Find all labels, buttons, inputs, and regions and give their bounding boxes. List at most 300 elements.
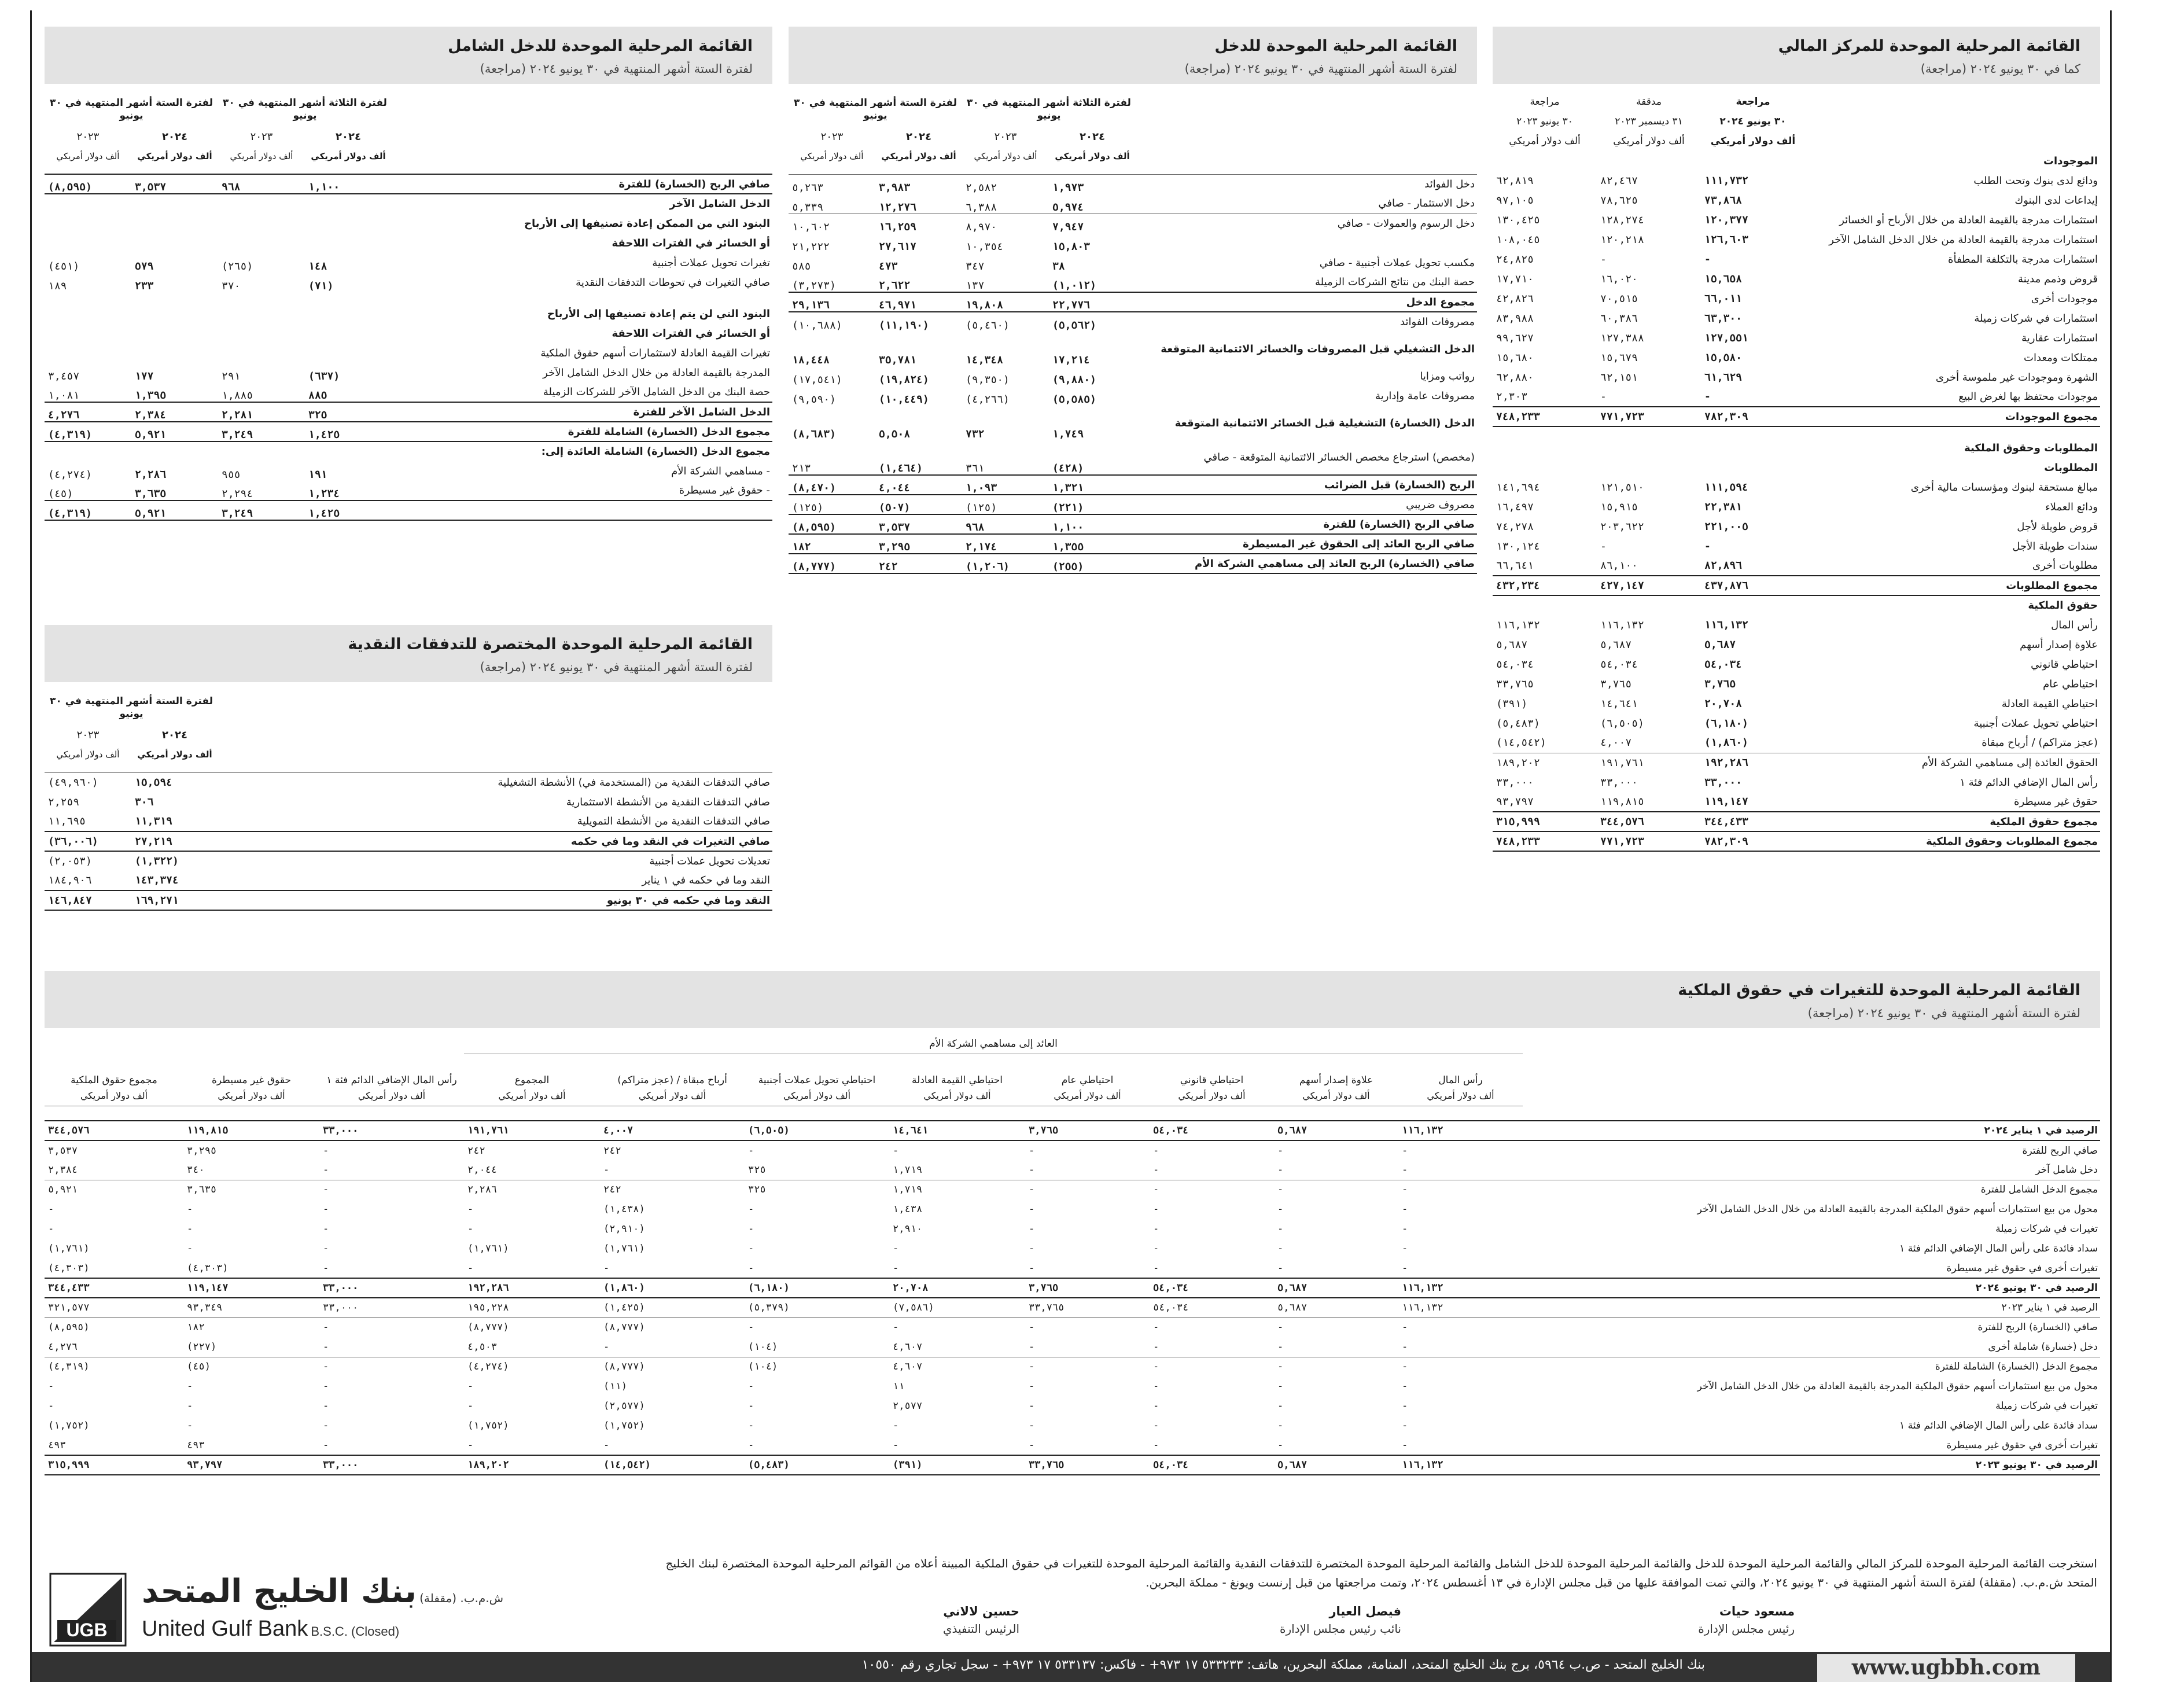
row-value: - [1277, 1223, 1284, 1235]
row-value: - [1277, 1144, 1284, 1157]
row-value: - [186, 1203, 193, 1215]
cash-flow-row [45, 812, 772, 831]
row-value: ٥٤,٠٣٤ [1150, 1121, 1274, 1140]
row-value [1701, 426, 1805, 438]
row-value: ٤٩٣ [186, 1439, 205, 1451]
row-value: - [748, 1420, 754, 1431]
row-value: ١٨٩ [48, 280, 67, 292]
footer-website-link[interactable]: www.ugbbh.com [1817, 1654, 2075, 1682]
row-value [1493, 438, 1597, 458]
row-value [131, 292, 218, 304]
row-value: ٢٠,٧٠٨ [1704, 697, 1743, 710]
row-value: - [1025, 1357, 1150, 1376]
equity-unit-row [45, 1086, 2100, 1106]
row-value: ١٠٨,٠٤٥ [1496, 233, 1540, 246]
cash-flow-group-6m: لفترة الستة أشهر المنتهية في ٣٠ يونيو [50, 695, 213, 720]
header-divider [45, 166, 772, 174]
row-label: الرصيد في ٣٠ يونيو ٢٠٢٤ [1523, 1278, 2100, 1298]
row-label [392, 500, 772, 520]
equity-unit: ألف دولار أمريكي [1274, 1086, 1398, 1106]
row-value: ٩٣,٧٩٧ [1496, 796, 1534, 808]
row-value: ١,٢٣٤ [308, 488, 340, 500]
row-label: الدخل التشغيلي قبل المصروفات والخسائر الائتمانية المتوقعة [1161, 343, 1475, 355]
row-value: - [1029, 1420, 1035, 1431]
row-value: (١٠,٤٤٩) [879, 393, 929, 406]
row-value: - [1153, 1400, 1159, 1412]
row-value: (١,٨٦٠) [600, 1278, 745, 1298]
row-value: - [1398, 1357, 1523, 1376]
row-value: ٢,٢٨٦ [464, 1180, 600, 1199]
row-label: احتياطي القيمة العادلة [2001, 697, 2098, 710]
row-label: (مخصص) استرجاع مخصص الخسائر الائتمانية المتوقعة - صافي [1203, 451, 1475, 463]
row-value: ٢٤٢ [875, 554, 962, 573]
equity-col-header: حقوق غير مسيطرة [212, 1074, 291, 1086]
row-value: ٢,٢٥٩ [48, 796, 80, 808]
row-value: - [1029, 1400, 1035, 1412]
row-value: (٣,٢٧٣) [792, 279, 836, 292]
row-value: (٦,٥٠٥) [1600, 717, 1644, 730]
row-value: ٨٣,٩٨٨ [1496, 312, 1534, 325]
balance-sheet-row [1493, 615, 2100, 635]
balance-sheet-row [1493, 426, 2100, 438]
row-label [1136, 233, 1477, 253]
row-label: المطلوبات وحقوق الملكية [1964, 441, 2098, 454]
row-value: ٢٠٣,٦٢٢ [1600, 520, 1644, 533]
row-value: - [186, 1381, 193, 1392]
income-years: ٢٠٢٣ [994, 130, 1017, 143]
row-value: ١١٩,١٤٧ [183, 1278, 319, 1298]
row-label: أو الخسائر في الفترات اللاحقة [612, 327, 770, 340]
equity-changes-table [45, 1034, 2100, 1475]
balance-sheet-header-row [1493, 92, 2100, 112]
row-label: أو الخسائر في الفترات اللاحقة [612, 237, 770, 249]
equity-col-header: احتياطي القيمة العادلة [912, 1074, 1003, 1086]
row-value: ١١,٣١٩ [135, 815, 173, 827]
row-value: ١٨٢ [183, 1317, 319, 1337]
equity-col-header: احتياطي عام [1061, 1074, 1114, 1086]
row-label: قروض وذمم مدينة [2018, 273, 2098, 285]
row-label: سداد فائدة على رأس المال الإضافي الدائم فئة ١ [1899, 1243, 2098, 1254]
row-value: ١١٦,١٣٢ [1704, 619, 1748, 631]
row-value: ٩٣,٣٤٩ [186, 1302, 223, 1314]
row-value: ١٣٠,١٢٤ [1496, 540, 1540, 553]
row-value: - [745, 1317, 889, 1337]
row-label: الرصيد في ١ يناير ٢٠٢٤ [1523, 1121, 2100, 1140]
equity-row [45, 1121, 2100, 1140]
row-value [218, 233, 305, 253]
equity-row [45, 1357, 2100, 1376]
row-value: ٧٨,٦٢٥ [1600, 194, 1638, 207]
row-value: (١٠,٦٨٨) [792, 319, 842, 332]
row-value [305, 292, 392, 304]
comprehensive-row [45, 363, 772, 382]
footer-bar [32, 1652, 2110, 1682]
row-label: صافي التدفقات النقدية من (المستخدمة في) الأنشطة التشغيلية [498, 776, 770, 789]
equity-row [45, 1140, 2100, 1160]
equity-changes-panel [45, 971, 2100, 1475]
row-value: ٩٦٨ [218, 174, 305, 194]
income-row [789, 534, 1477, 554]
balance-sheet-row [1493, 713, 2100, 733]
logo-english-suffix: B.S.C. (Closed) [311, 1624, 400, 1639]
equity-changes-header [45, 971, 2100, 1028]
row-value: (٤,٣١٩) [45, 500, 131, 520]
row-value: (٦,١٨٠) [745, 1278, 889, 1298]
row-value: (١,٧٥٢) [47, 1420, 90, 1431]
row-label: مجموع المطلوبات وحقوق الملكية [1805, 831, 2100, 851]
row-value: ٢٢,٣٨١ [1704, 500, 1743, 513]
row-value: ٢,٢٨١ [218, 402, 305, 422]
row-label: محول من بيع استثمارات أسهم حقوق الملكية المدرجة بالقيمة العادلة من خلال الدخل الشامل الآخر [1697, 1203, 2098, 1215]
row-value [1701, 438, 1805, 458]
balance-sheet-row [1493, 438, 2100, 458]
row-value [218, 441, 305, 461]
equity-parent-group: العائد إلى مساهمي الشركة الأم [464, 1034, 1523, 1054]
income-years: ٢٠٢٣ [820, 130, 844, 143]
row-value: ٨٦,١٠٠ [1600, 560, 1638, 572]
row-value: ١٢٠,٣٧٧ [1704, 214, 1748, 226]
row-value [45, 214, 131, 233]
bs-col-date: ٣٠ يونيو ٢٠٢٤ [1719, 116, 1787, 127]
row-value: (٥,٤٨٣) [745, 1455, 889, 1475]
row-value [1701, 458, 1805, 477]
row-value: ١٣٠,٤٢٥ [1496, 214, 1540, 226]
row-value: - [47, 1223, 54, 1235]
row-value: - [1025, 1317, 1150, 1337]
row-label: الدخل (الخسارة) التشغيلية قبل الخسائر الائتمانية المتوقعة [1174, 417, 1475, 429]
signature-role: رئيس مجلس الإدارة [1698, 1622, 1795, 1636]
row-label: مجموع المطلوبات [1805, 576, 2100, 595]
row-value: - [1153, 1243, 1159, 1254]
balance-sheet-row [1493, 328, 2100, 348]
row-value [131, 343, 218, 363]
row-value [305, 343, 392, 363]
row-label: الشهرة وموجودات غير ملموسة أخرى [1935, 371, 2098, 384]
comprehensive-years-row [45, 127, 772, 146]
row-value: ٧٤٨,٢٣٣ [1493, 831, 1597, 851]
row-label: صافي التدفقات النقدية من الأنشطة التمويلية [577, 815, 770, 827]
row-label: استثمارات في شركات زميلة [1974, 312, 2098, 325]
row-label: حقوق غير مسيطرة [2014, 796, 2098, 808]
row-value: (١٩,٨٢٤) [879, 374, 929, 386]
row-value: ١١٦,١٣٢ [1402, 1302, 1443, 1314]
row-label: استثمارات مدرجة بالتكلفة المطفأة [1948, 253, 2098, 266]
comprehensive-row [45, 343, 772, 363]
row-value: (١,٧٦١) [467, 1243, 509, 1254]
row-value: ٣,٧٦٥ [1704, 678, 1736, 690]
row-value: - [322, 1223, 329, 1235]
row-value: ١٥,٨٠٣ [1052, 241, 1091, 253]
row-value: - [1025, 1180, 1150, 1199]
row-label: البنود التي من الممكن إعادة تصنيفها إلى الأرباح [524, 217, 770, 230]
equity-unit: ألف دولار أمريكي [1398, 1086, 1523, 1106]
row-value: - [1277, 1439, 1284, 1451]
logo-arabic-name: بنك الخليج المتحد [142, 1573, 417, 1610]
row-value: ٥٤,٠٣٤ [1496, 658, 1534, 671]
balance-sheet-row [1493, 733, 2100, 753]
row-value: ٢,٢٨٦ [135, 469, 167, 481]
equity-col-header: احتياطي تحويل عملات أجنبية [758, 1074, 876, 1086]
income-statement-title: القائمة المرحلية الموحدة للدخل [1214, 37, 1457, 55]
signature-ceo [788, 1604, 1019, 1636]
row-value: ١٥,٥٩٤ [135, 776, 173, 789]
equity-row [45, 1239, 2100, 1258]
income-units: ألف دولار أمريكي [881, 151, 956, 161]
row-value: ١٩٢,٢٨٦ [464, 1278, 600, 1298]
row-value: - [748, 1243, 754, 1254]
row-label: ممتلكات ومعدات [2024, 351, 2098, 364]
row-value: (٢٦٥) [222, 260, 253, 273]
row-label: ودائع لدى بنوك وتحت الطلب [1973, 174, 2098, 187]
row-value: - [1704, 391, 1711, 403]
row-value: - [1153, 1262, 1159, 1274]
row-value: - [1153, 1341, 1159, 1353]
row-value: ٣٣,٧٦٥ [1029, 1302, 1065, 1314]
row-label: الرصيد في ٣٠ يونيو ٢٠٢٣ [1523, 1455, 2100, 1475]
row-value: (٥,٥٨٥) [1052, 393, 1096, 406]
income-group-row [789, 92, 1477, 127]
row-value: ٣٣,٧٦٥ [1496, 678, 1534, 690]
row-label: رأس المال [2051, 619, 2098, 631]
row-value: ١١٦,١٣٢ [1398, 1455, 1523, 1475]
comprehensive-row [45, 253, 772, 273]
row-value: ١٦,٤٩٧ [1496, 500, 1534, 513]
income-units: ألف دولار أمريكي [1055, 151, 1130, 161]
row-value: ٤,٢٧٦ [45, 402, 131, 422]
row-value: ٣,٧٦٥ [1600, 678, 1632, 690]
row-label: تغيرات أخرى في حقوق غير مسيطرة [1946, 1439, 2098, 1451]
row-value: ١٥,٦٥٨ [1704, 273, 1743, 285]
equity-row [45, 1278, 2100, 1298]
row-value: ١٤٣,٣٧٤ [135, 874, 179, 886]
equity-row [45, 1160, 2100, 1180]
income-row [789, 386, 1477, 406]
row-label: المدرجة بالقيمة العادلة من خلال الدخل الشامل الآخر [543, 366, 770, 379]
row-value: ٤,٠٠٧ [1600, 737, 1632, 749]
row-value: ١,٨٨٥ [222, 389, 253, 402]
row-value: ٥,٦٨٧ [1704, 638, 1736, 651]
income-statement-header [789, 27, 1477, 84]
comprehensive-row [45, 292, 772, 304]
row-value [45, 441, 131, 461]
balance-sheet-row [1493, 595, 2100, 615]
income-row [789, 233, 1477, 253]
bs-col-unit: ألف دولار أمريكي [1509, 135, 1581, 147]
row-value: - [1153, 1164, 1159, 1176]
row-label: احتياطي قانوني [2031, 658, 2098, 671]
cash-flow-row [45, 772, 772, 792]
row-value: ٥٧٩ [135, 260, 154, 273]
row-value: ٧٣,٨٦٨ [1704, 194, 1743, 207]
row-label: مكسب تحويل عملات أجنبية - صافي [1319, 256, 1475, 269]
signature-name: مسعود حيات [1719, 1604, 1795, 1618]
row-label: الرصيد في ١ يناير ٢٠٢٣ [2001, 1302, 2098, 1314]
equity-unit: ألف دولار أمريكي [464, 1086, 600, 1106]
row-value: - [1704, 253, 1711, 266]
row-value: - [186, 1420, 193, 1431]
row-value: (١,٤٢٥) [603, 1302, 645, 1314]
row-value: ٢,٣٨٤ [131, 402, 218, 422]
row-value: (٤٩,٩٦٠) [48, 776, 98, 789]
row-label: الحقوق العائدة إلى مساهمي الشركة الأم [1805, 753, 2100, 772]
row-value: (٤٥) [48, 488, 73, 500]
row-value: ٣,٢٤٩ [218, 422, 305, 441]
row-value: - [1153, 1439, 1159, 1451]
row-value: ٦٢,٨١٩ [1496, 174, 1534, 187]
row-value: (١٧,٥٤١) [792, 374, 842, 386]
row-value: ١٤٦,٨٤٧ [45, 890, 131, 910]
row-value: ٢,١٧٤ [966, 541, 997, 553]
signature-chairman [1563, 1604, 1795, 1636]
comprehensive-row [45, 174, 772, 194]
balance-sheet-row [1493, 190, 2100, 210]
row-value: - [322, 1381, 329, 1392]
balance-sheet-row [1493, 694, 2100, 713]
row-value: (٧,٥٨٦) [893, 1302, 934, 1314]
row-label: صافي الربح العائد إلى الحقوق غير المسيطرة [1243, 538, 1475, 550]
row-label: تغيرات تحويل عملات أجنبية [652, 256, 770, 269]
row-value: ٥,٦٨٧ [1496, 638, 1528, 651]
income-row [789, 332, 1477, 366]
equity-row [45, 1180, 2100, 1199]
row-value: ٣,٦٣٥ [135, 488, 167, 500]
row-label: صافي (الخسارة) الربح العائد إلى مساهمي الشركة الأم [1136, 554, 1477, 573]
row-value: (١٢٥) [966, 502, 997, 514]
comprehensive-group-3m: لفترة الثلاثة أشهر المنتهية في ٣٠ يونيو [223, 97, 387, 122]
balance-sheet-header [1493, 27, 2100, 84]
balance-sheet-table [1493, 92, 2100, 852]
row-value: ١٩١,٧٦١ [1597, 753, 1701, 772]
row-value: - [748, 1400, 754, 1412]
row-value: (٤,٢٧٤) [464, 1357, 600, 1376]
row-value [1597, 151, 1701, 171]
row-label: (عجز متراكم) / أرباح مبقاة [1982, 737, 2098, 749]
comprehensive-units-row [45, 146, 772, 166]
balance-sheet-row [1493, 210, 2100, 230]
row-value: (٢٢٧) [186, 1341, 217, 1353]
row-value: (١,٠١٢) [1052, 279, 1096, 292]
row-value: (١٤,٥٤٢) [1496, 737, 1546, 749]
row-value: - [1274, 1180, 1398, 1199]
row-value [305, 214, 392, 233]
row-value: - [322, 1400, 329, 1412]
row-value [1701, 595, 1805, 615]
row-value: ١,٤٣٨ [893, 1203, 923, 1215]
row-value: - [322, 1262, 329, 1274]
row-value: ١١ [893, 1381, 905, 1392]
header-spacer [392, 92, 772, 127]
row-value: (١,٧٦١) [603, 1243, 645, 1254]
row-value: ٣٣,٠٠٠ [319, 1121, 464, 1140]
comprehensive-group-row [45, 92, 772, 127]
cash-flow-years-row [45, 725, 772, 745]
row-value: - [1398, 1180, 1523, 1199]
row-value [131, 323, 218, 343]
row-value: - [467, 1203, 474, 1215]
row-label [392, 292, 772, 304]
row-label: حصة البنك من الدخل الشامل الآخر للشركات الزميلة [543, 386, 770, 398]
row-value: - [1153, 1144, 1159, 1157]
row-value: ٣٣,٠٠٠ [1600, 776, 1638, 789]
row-label: الدخل الشامل الآخر [669, 198, 770, 210]
row-value: ٥٤,٠٣٤ [1150, 1455, 1274, 1475]
bs-col-date: ٣٠ يونيو ٢٠٢٣ [1516, 116, 1573, 127]
row-value: - [748, 1381, 754, 1392]
row-label: مصروفات الفوائد [1400, 316, 1475, 328]
row-label: دخل شامل آخر [2035, 1164, 2098, 1176]
header-spacer [1136, 146, 1477, 166]
balance-sheet-row [1493, 308, 2100, 328]
row-value: - [1402, 1164, 1408, 1176]
row-label: مجموع حقوق الملكية [1805, 812, 2100, 831]
row-value: ٧٣٢ [966, 428, 985, 440]
row-value: - [1153, 1223, 1159, 1235]
row-value: - [1402, 1341, 1408, 1353]
row-value [305, 323, 392, 343]
row-label: مجموع الدخل (الخسارة) الشاملة للفترة [1523, 1357, 2100, 1376]
row-value [1493, 151, 1597, 171]
row-value: - [889, 1317, 1025, 1337]
row-value: - [1029, 1262, 1035, 1274]
row-value: ٧٠,٥١٥ [1600, 292, 1638, 305]
row-value: - [1402, 1144, 1408, 1157]
row-value: ١,٤٢٥ [305, 422, 392, 441]
row-value: - [1600, 391, 1607, 403]
comprehensive-income-panel [45, 27, 772, 521]
row-value: (٢,٥٧٧) [603, 1400, 645, 1412]
row-value: - [322, 1420, 329, 1431]
equity-unit: ألف دولار أمريكي [183, 1086, 319, 1106]
row-value: ٤,٢٧٦ [47, 1341, 78, 1353]
cash-flow-table [45, 690, 772, 911]
row-value: ٥,٦٨٧ [1277, 1302, 1308, 1314]
row-value: ١٦٩,٢٧١ [131, 890, 218, 910]
row-value: ١,١٠٠ [305, 174, 392, 194]
income-row [789, 194, 1477, 214]
row-value: ١١,٦٩٥ [48, 815, 86, 827]
row-value: - [1029, 1164, 1035, 1176]
header-divider [45, 764, 772, 772]
row-value: ٦٠,٣٨٦ [1600, 312, 1638, 325]
row-value: - [319, 1357, 464, 1376]
row-label: مصروف ضريبي [1406, 498, 1475, 511]
row-value [218, 214, 305, 233]
row-value: - [467, 1223, 474, 1235]
comprehensive-row [45, 194, 772, 214]
equity-col-header: المجموع [514, 1074, 550, 1086]
row-label: حصة البنك من نتائج الشركات الزميلة [1315, 276, 1475, 288]
row-value: ١,٧٤٩ [1052, 428, 1084, 440]
balance-sheet-row [1493, 458, 2100, 477]
row-value: - [1150, 1357, 1274, 1376]
row-value: ٩٣,٧٩٧ [183, 1455, 319, 1475]
row-value: ٣٢٥ [748, 1164, 766, 1176]
row-label: - مساهمي الشركة الأم [671, 465, 770, 477]
income-row [789, 253, 1477, 273]
income-row [789, 214, 1477, 233]
row-value [1493, 426, 1597, 438]
row-value: ١٢,٢٧٦ [879, 201, 917, 214]
row-value: ٣,٧٦٥ [1025, 1121, 1150, 1140]
row-value: (١,٣٢٢) [135, 855, 179, 867]
row-value: ١١٦,١٣٢ [1496, 619, 1540, 631]
row-value: ١٠,٦٠٢ [789, 214, 875, 233]
row-value: ١١٩,٨١٥ [1600, 796, 1644, 808]
row-value [1597, 438, 1701, 458]
row-value [131, 233, 218, 253]
income-row [789, 273, 1477, 292]
header-spacer [45, 1034, 464, 1054]
